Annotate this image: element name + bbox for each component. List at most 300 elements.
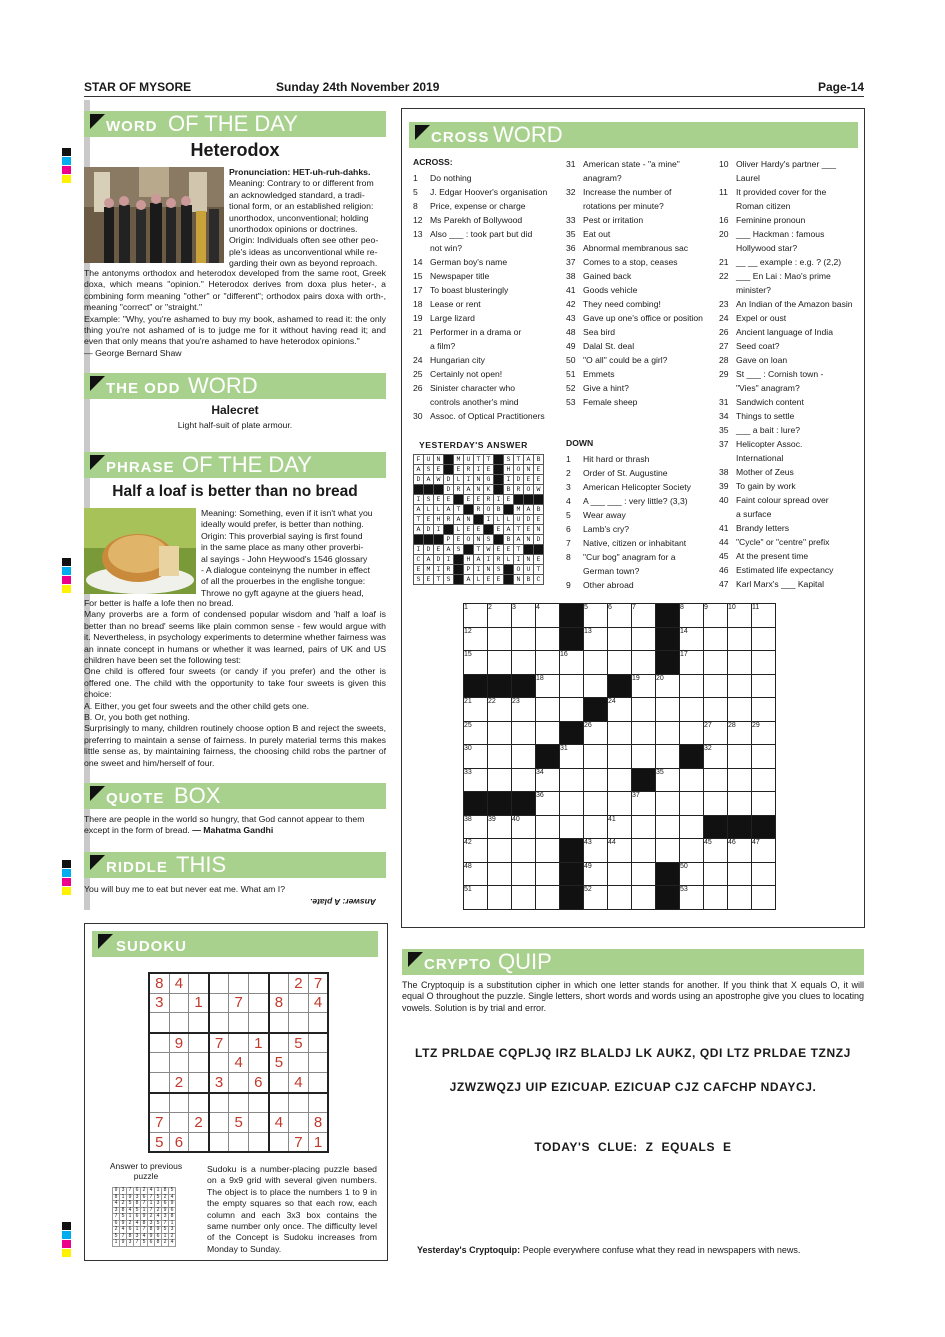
- sudoku-cell[interactable]: [149, 1072, 169, 1092]
- grid-cell[interactable]: [680, 721, 704, 745]
- clue-text: American Helicopter Society: [583, 482, 691, 492]
- grid-cell[interactable]: 10: [728, 604, 752, 628]
- grid-cell[interactable]: [728, 698, 752, 722]
- sudoku-cell[interactable]: [269, 1072, 289, 1092]
- paper-name: STAR OF MYSORE: [84, 80, 192, 94]
- grid-cell[interactable]: [632, 651, 656, 675]
- grid-cell[interactable]: 36: [536, 792, 560, 816]
- grid-cell[interactable]: 7: [632, 604, 656, 628]
- answer-cell: [444, 525, 454, 535]
- grid-cell[interactable]: [488, 651, 512, 675]
- clue-item: [566, 466, 716, 480]
- grid-cell[interactable]: [536, 886, 560, 910]
- answer-cell: A: [424, 475, 434, 485]
- sudoku-cell[interactable]: [209, 973, 229, 993]
- grid-cell[interactable]: [704, 674, 728, 698]
- grid-cell[interactable]: 35: [656, 768, 680, 792]
- grid-cell[interactable]: 38: [464, 815, 488, 839]
- sudoku-cell[interactable]: [269, 1132, 289, 1152]
- sudoku-cell[interactable]: 7: [308, 973, 328, 993]
- answer-cell: 1: [162, 1233, 169, 1240]
- sudoku-cell[interactable]: [248, 1053, 268, 1073]
- sudoku-cell[interactable]: 4: [229, 1053, 249, 1073]
- grid-cell[interactable]: [656, 815, 680, 839]
- clue-item: [566, 578, 716, 592]
- sudoku-cell[interactable]: [269, 1093, 289, 1113]
- sudoku-cell[interactable]: [248, 1113, 268, 1133]
- corner-mark-icon: [98, 934, 113, 949]
- grid-cell[interactable]: [632, 886, 656, 910]
- grid-cell[interactable]: [752, 627, 776, 651]
- sudoku-cell[interactable]: 1: [189, 993, 209, 1013]
- sudoku-cell[interactable]: [209, 1053, 229, 1073]
- answer-cell: 7: [134, 1240, 141, 1247]
- sudoku-cell[interactable]: 1: [308, 1132, 328, 1152]
- grid-cell[interactable]: 34: [536, 768, 560, 792]
- grid-cell[interactable]: [584, 768, 608, 792]
- grid-cell[interactable]: 24: [608, 698, 632, 722]
- clue-text: Gave on loan: [736, 355, 788, 365]
- sudoku-cell[interactable]: 5: [269, 1053, 289, 1073]
- grid-cell[interactable]: [680, 698, 704, 722]
- grid-cell[interactable]: 45: [704, 839, 728, 863]
- grid-cell[interactable]: [680, 792, 704, 816]
- grid-cell[interactable]: [728, 674, 752, 698]
- answer-cell: B: [524, 575, 534, 585]
- odd-word-title: [84, 373, 386, 399]
- grid-cell[interactable]: 53: [680, 886, 704, 910]
- grid-cell[interactable]: 51: [464, 886, 488, 910]
- grid-cell[interactable]: [488, 745, 512, 769]
- sudoku-cell[interactable]: 5: [229, 1113, 249, 1133]
- clue-item: [719, 409, 864, 423]
- grid-cell[interactable]: [584, 815, 608, 839]
- answer-cell: A: [514, 535, 524, 545]
- clue-number: 35: [566, 229, 576, 239]
- phrase-body: [84, 598, 386, 769]
- sudoku-cell[interactable]: 3: [149, 993, 169, 1013]
- grid-cell[interactable]: 20: [656, 674, 680, 698]
- grid-cell[interactable]: 32: [704, 745, 728, 769]
- answer-cell: [454, 565, 464, 575]
- answer-cell: R: [454, 485, 464, 495]
- answer-cell: 6: [127, 1227, 134, 1234]
- grid-cell[interactable]: [584, 745, 608, 769]
- sudoku-cell[interactable]: 8: [308, 1113, 328, 1133]
- sudoku-cell[interactable]: [209, 1132, 229, 1152]
- sudoku-cell[interactable]: [149, 1033, 169, 1053]
- answer-cell: L: [454, 525, 464, 535]
- grid-cell[interactable]: [704, 768, 728, 792]
- sudoku-cell[interactable]: [189, 1093, 209, 1113]
- grid-cell[interactable]: 47: [752, 839, 776, 863]
- sudoku-cell[interactable]: [308, 1033, 328, 1053]
- sudoku-cell[interactable]: [209, 993, 229, 1013]
- grid-cell[interactable]: 9: [704, 604, 728, 628]
- title-big: QUIP: [498, 949, 552, 974]
- clue-number: 47: [719, 579, 729, 589]
- sudoku-cell[interactable]: 7: [209, 1033, 229, 1053]
- answer-cell: S: [494, 565, 504, 575]
- sudoku-cell[interactable]: [289, 1113, 309, 1133]
- sudoku-cell[interactable]: [308, 1053, 328, 1073]
- answer-cell: [424, 485, 434, 495]
- sudoku-cell[interactable]: [229, 973, 249, 993]
- grid-cell[interactable]: 16: [560, 651, 584, 675]
- grid-cell[interactable]: [680, 839, 704, 863]
- grid-cell[interactable]: [728, 862, 752, 886]
- line: garding their own as beyond reproach.: [229, 258, 378, 269]
- sudoku-cell[interactable]: [169, 1053, 189, 1073]
- quote-title: [84, 783, 386, 809]
- answer-cell: 3: [169, 1227, 176, 1234]
- grid-cell[interactable]: [560, 792, 584, 816]
- clue-number: 51: [566, 369, 576, 379]
- sudoku-cell[interactable]: 4: [169, 973, 189, 993]
- grid-cell[interactable]: 48: [464, 862, 488, 886]
- grid-cell[interactable]: [488, 768, 512, 792]
- clue-text: Other abroad: [583, 580, 634, 590]
- grid-cell[interactable]: [512, 651, 536, 675]
- sudoku-cell[interactable]: 7: [149, 1113, 169, 1133]
- sudoku-cell[interactable]: 2: [169, 1072, 189, 1092]
- grid-cell[interactable]: [728, 627, 752, 651]
- grid-cell[interactable]: [488, 721, 512, 745]
- grid-cell[interactable]: [512, 768, 536, 792]
- grid-cell[interactable]: [512, 839, 536, 863]
- sudoku-cell[interactable]: 1: [248, 1033, 268, 1053]
- clue-number: 31: [719, 397, 729, 407]
- sudoku-cell[interactable]: 5: [289, 1033, 309, 1053]
- sudoku-cell[interactable]: 8: [269, 993, 289, 1013]
- answer-cell: 8: [134, 1201, 141, 1208]
- line: an acknowledged standard, a tradi-: [229, 189, 365, 200]
- grid-cell[interactable]: [680, 768, 704, 792]
- sudoku-cell[interactable]: 5: [149, 1132, 169, 1152]
- answer-cell: 8: [141, 1220, 148, 1227]
- grid-cell[interactable]: 46: [728, 839, 752, 863]
- grid-cell[interactable]: [728, 768, 752, 792]
- grid-cell[interactable]: 13: [584, 627, 608, 651]
- grid-cell[interactable]: 30: [464, 745, 488, 769]
- answer-cell: 3: [134, 1233, 141, 1240]
- grid-cell[interactable]: [536, 627, 560, 651]
- answer-cell: T: [484, 455, 494, 465]
- clue-text: Lease or rent: [430, 299, 481, 309]
- clue-text: a surface: [736, 509, 772, 519]
- answer-cell: L: [424, 505, 434, 515]
- grid-cell[interactable]: [560, 698, 584, 722]
- clue-item: [719, 507, 864, 521]
- sudoku-cell[interactable]: [189, 1033, 209, 1053]
- grid-cell[interactable]: [560, 674, 584, 698]
- grid-cell[interactable]: [752, 792, 776, 816]
- grid-cell[interactable]: 11: [752, 604, 776, 628]
- clue-text: Pest or irritation: [583, 215, 644, 225]
- grid-cell[interactable]: 31: [560, 745, 584, 769]
- sudoku-cell[interactable]: 6: [169, 1132, 189, 1152]
- grid-cell[interactable]: [704, 792, 728, 816]
- grid-cell[interactable]: [488, 862, 512, 886]
- sudoku-cell[interactable]: [189, 973, 209, 993]
- answer-cell: 1: [127, 1214, 134, 1221]
- grid-cell[interactable]: 39: [488, 815, 512, 839]
- grid-cell[interactable]: [656, 745, 680, 769]
- grid-cell[interactable]: [536, 815, 560, 839]
- grid-cell[interactable]: 27: [704, 721, 728, 745]
- sudoku-cell[interactable]: [149, 1053, 169, 1073]
- sudoku-cell[interactable]: [289, 1093, 309, 1113]
- sudoku-cell[interactable]: [248, 973, 268, 993]
- grid-cell[interactable]: 15: [464, 651, 488, 675]
- grid-cell[interactable]: 6: [608, 604, 632, 628]
- grid-cell[interactable]: [536, 651, 560, 675]
- grid-cell[interactable]: [584, 792, 608, 816]
- sudoku-cell[interactable]: [189, 1132, 209, 1152]
- sudoku-cell[interactable]: [229, 1033, 249, 1053]
- sudoku-cell[interactable]: [209, 1113, 229, 1133]
- grid-cell[interactable]: [512, 721, 536, 745]
- clue-number: 10: [719, 159, 729, 169]
- grid-cell[interactable]: 3: [512, 604, 536, 628]
- grid-cell[interactable]: [632, 627, 656, 651]
- answer-cell: D: [444, 475, 454, 485]
- sudoku-cell[interactable]: 7: [289, 1132, 309, 1152]
- grid-cell[interactable]: [536, 862, 560, 886]
- grid-cell[interactable]: [584, 674, 608, 698]
- grid-cell[interactable]: 21: [464, 698, 488, 722]
- grid-cell[interactable]: [536, 698, 560, 722]
- clue-number: 45: [719, 551, 729, 561]
- grid-cell[interactable]: 14: [680, 627, 704, 651]
- clue-text: Karl Marx's ___ Kapital: [736, 579, 825, 589]
- answer-cell: 2: [141, 1188, 148, 1195]
- sudoku-cell[interactable]: [229, 1072, 249, 1092]
- grid-cell[interactable]: 19: [632, 674, 656, 698]
- sudoku-cell[interactable]: [289, 1013, 309, 1033]
- answer-cell: C: [534, 575, 544, 585]
- grid-cell[interactable]: [752, 698, 776, 722]
- grid-cell[interactable]: 44: [608, 839, 632, 863]
- sudoku-cell[interactable]: [289, 993, 309, 1013]
- grid-cell[interactable]: [608, 886, 632, 910]
- sudoku-cell[interactable]: [269, 1033, 289, 1053]
- grid-cell[interactable]: 8: [680, 604, 704, 628]
- black-square: [560, 862, 584, 886]
- sudoku-cell[interactable]: [308, 1072, 328, 1092]
- clue-number: 22: [719, 271, 729, 281]
- grid-cell[interactable]: 50: [680, 862, 704, 886]
- grid-cell[interactable]: [704, 651, 728, 675]
- grid-cell[interactable]: [632, 815, 656, 839]
- grid-cell[interactable]: 49: [584, 862, 608, 886]
- clue-item: [413, 339, 563, 353]
- sudoku-cell[interactable]: 6: [248, 1072, 268, 1092]
- grid-cell[interactable]: 18: [536, 674, 560, 698]
- grid-cell[interactable]: [512, 862, 536, 886]
- sudoku-cell[interactable]: 2: [189, 1113, 209, 1133]
- grid-cell[interactable]: 43: [584, 839, 608, 863]
- sudoku-cell[interactable]: [229, 1013, 249, 1033]
- grid-cell[interactable]: 33: [464, 768, 488, 792]
- grid-cell[interactable]: [608, 768, 632, 792]
- sudoku-cell[interactable]: [248, 1093, 268, 1113]
- grid-cell[interactable]: [752, 651, 776, 675]
- grid-cell[interactable]: [704, 886, 728, 910]
- black-square: [560, 839, 584, 863]
- clue-item: [566, 494, 716, 508]
- grid-cell[interactable]: [704, 627, 728, 651]
- sudoku-cell[interactable]: 4: [289, 1072, 309, 1092]
- grid-cell[interactable]: [512, 886, 536, 910]
- grid-cell[interactable]: [680, 815, 704, 839]
- grid-cell[interactable]: [656, 839, 680, 863]
- grid-cell[interactable]: [752, 768, 776, 792]
- grid-cell[interactable]: 12: [464, 627, 488, 651]
- black-square: [704, 815, 728, 839]
- sudoku-cell[interactable]: [248, 1013, 268, 1033]
- grid-cell[interactable]: [608, 792, 632, 816]
- grid-cell[interactable]: [632, 745, 656, 769]
- grid-cell[interactable]: [560, 815, 584, 839]
- grid-cell[interactable]: [608, 745, 632, 769]
- sudoku-cell[interactable]: [209, 1093, 229, 1113]
- grid-cell[interactable]: [728, 745, 752, 769]
- grid-cell[interactable]: [704, 862, 728, 886]
- grid-cell[interactable]: 4: [536, 604, 560, 628]
- grid-cell[interactable]: 2: [488, 604, 512, 628]
- grid-cell[interactable]: 5: [584, 604, 608, 628]
- grid-cell[interactable]: 52: [584, 886, 608, 910]
- sudoku-cell[interactable]: [269, 973, 289, 993]
- corner-mark-icon: [90, 376, 105, 391]
- grid-cell[interactable]: [512, 627, 536, 651]
- grid-cell[interactable]: [680, 674, 704, 698]
- sudoku-cell[interactable]: 2: [289, 973, 309, 993]
- grid-cell[interactable]: [584, 651, 608, 675]
- sudoku-cell[interactable]: 4: [269, 1113, 289, 1133]
- clue-item: [719, 227, 864, 241]
- clue-text: Price, expense or charge: [430, 201, 526, 211]
- sudoku-cell[interactable]: 8: [149, 973, 169, 993]
- grid-cell[interactable]: [752, 674, 776, 698]
- corner-mark-icon: [90, 786, 105, 801]
- sudoku-cell[interactable]: [269, 1013, 289, 1033]
- sudoku-cell[interactable]: 7: [229, 993, 249, 1013]
- answer-cell: 5: [155, 1220, 162, 1227]
- grid-cell[interactable]: [632, 839, 656, 863]
- sudoku-cell[interactable]: [209, 1013, 229, 1033]
- grid-cell[interactable]: 42: [464, 839, 488, 863]
- grid-cell[interactable]: [728, 651, 752, 675]
- sudoku-cell[interactable]: [308, 1093, 328, 1113]
- grid-cell[interactable]: 41: [608, 815, 632, 839]
- grid-cell[interactable]: 25: [464, 721, 488, 745]
- grid-cell[interactable]: [752, 886, 776, 910]
- clue-item: [719, 535, 864, 549]
- sudoku-cell[interactable]: [248, 993, 268, 1013]
- clue-item: [719, 269, 864, 283]
- grid-cell[interactable]: [632, 698, 656, 722]
- sudoku-cell[interactable]: [229, 1132, 249, 1152]
- sudoku-cell[interactable]: 4: [308, 993, 328, 1013]
- sudoku-cell[interactable]: [169, 1093, 189, 1113]
- word-of-day-title: [84, 111, 386, 137]
- grid-cell[interactable]: 28: [728, 721, 752, 745]
- answer-cell: 6: [148, 1240, 155, 1247]
- grid-cell[interactable]: 40: [512, 815, 536, 839]
- grid-cell[interactable]: [728, 792, 752, 816]
- grid-cell[interactable]: 37: [632, 792, 656, 816]
- grid-cell[interactable]: [656, 792, 680, 816]
- grid-cell[interactable]: [608, 862, 632, 886]
- answer-cell: 8: [155, 1240, 162, 1247]
- grid-cell[interactable]: [488, 627, 512, 651]
- clue-number: 15: [413, 271, 423, 281]
- sudoku-cell[interactable]: [189, 1053, 209, 1073]
- sudoku-cell[interactable]: [189, 1013, 209, 1033]
- line: Throwe no gyft agayne at the giuers head,: [201, 587, 364, 598]
- grid-cell[interactable]: [728, 886, 752, 910]
- answer-cell: [514, 495, 524, 505]
- grid-cell[interactable]: [632, 721, 656, 745]
- sudoku-cell[interactable]: [169, 993, 189, 1013]
- sudoku-cell[interactable]: [229, 1093, 249, 1113]
- sudoku-cell[interactable]: 9: [169, 1033, 189, 1053]
- riddle-text: You will buy me to eat but never eat me. What am I?: [84, 884, 286, 894]
- corner-mark-icon: [90, 455, 105, 470]
- black-square: [536, 745, 560, 769]
- clue-text: ___ En Lai : Mao's prime: [736, 271, 831, 281]
- sudoku-cell[interactable]: [169, 1013, 189, 1033]
- grid-cell[interactable]: [536, 721, 560, 745]
- grid-cell[interactable]: [512, 745, 536, 769]
- clue-text: Goods vehicle: [583, 285, 638, 295]
- sudoku-cell[interactable]: [149, 1093, 169, 1113]
- grid-cell[interactable]: [752, 745, 776, 769]
- grid-cell[interactable]: [488, 839, 512, 863]
- grid-cell[interactable]: [656, 698, 680, 722]
- grid-cell[interactable]: [704, 698, 728, 722]
- sudoku-cell[interactable]: [248, 1132, 268, 1152]
- grid-cell[interactable]: [560, 768, 584, 792]
- grid-cell[interactable]: 29: [752, 721, 776, 745]
- sudoku-cell[interactable]: [169, 1113, 189, 1133]
- grid-cell[interactable]: [488, 886, 512, 910]
- sudoku-cell[interactable]: [149, 1013, 169, 1033]
- grid-cell[interactable]: [608, 721, 632, 745]
- grid-cell[interactable]: [608, 627, 632, 651]
- answer-cell: [504, 575, 514, 585]
- grid-cell[interactable]: 17: [680, 651, 704, 675]
- clue-item: [719, 353, 864, 367]
- grid-cell[interactable]: [632, 862, 656, 886]
- grid-cell[interactable]: [536, 839, 560, 863]
- sudoku-cell[interactable]: [189, 1072, 209, 1092]
- clue-text: Increase the number of: [583, 187, 672, 197]
- grid-cell[interactable]: 26: [584, 721, 608, 745]
- grid-cell[interactable]: 1: [464, 604, 488, 628]
- sudoku-cell[interactable]: [308, 1013, 328, 1033]
- answer-cell: [454, 495, 464, 505]
- sudoku-cell[interactable]: 3: [209, 1072, 229, 1092]
- sudoku-cell[interactable]: [289, 1053, 309, 1073]
- grid-cell[interactable]: [656, 721, 680, 745]
- grid-cell[interactable]: [752, 862, 776, 886]
- grid-cell[interactable]: [608, 651, 632, 675]
- grid-cell[interactable]: 23: [512, 698, 536, 722]
- grid-cell[interactable]: 22: [488, 698, 512, 722]
